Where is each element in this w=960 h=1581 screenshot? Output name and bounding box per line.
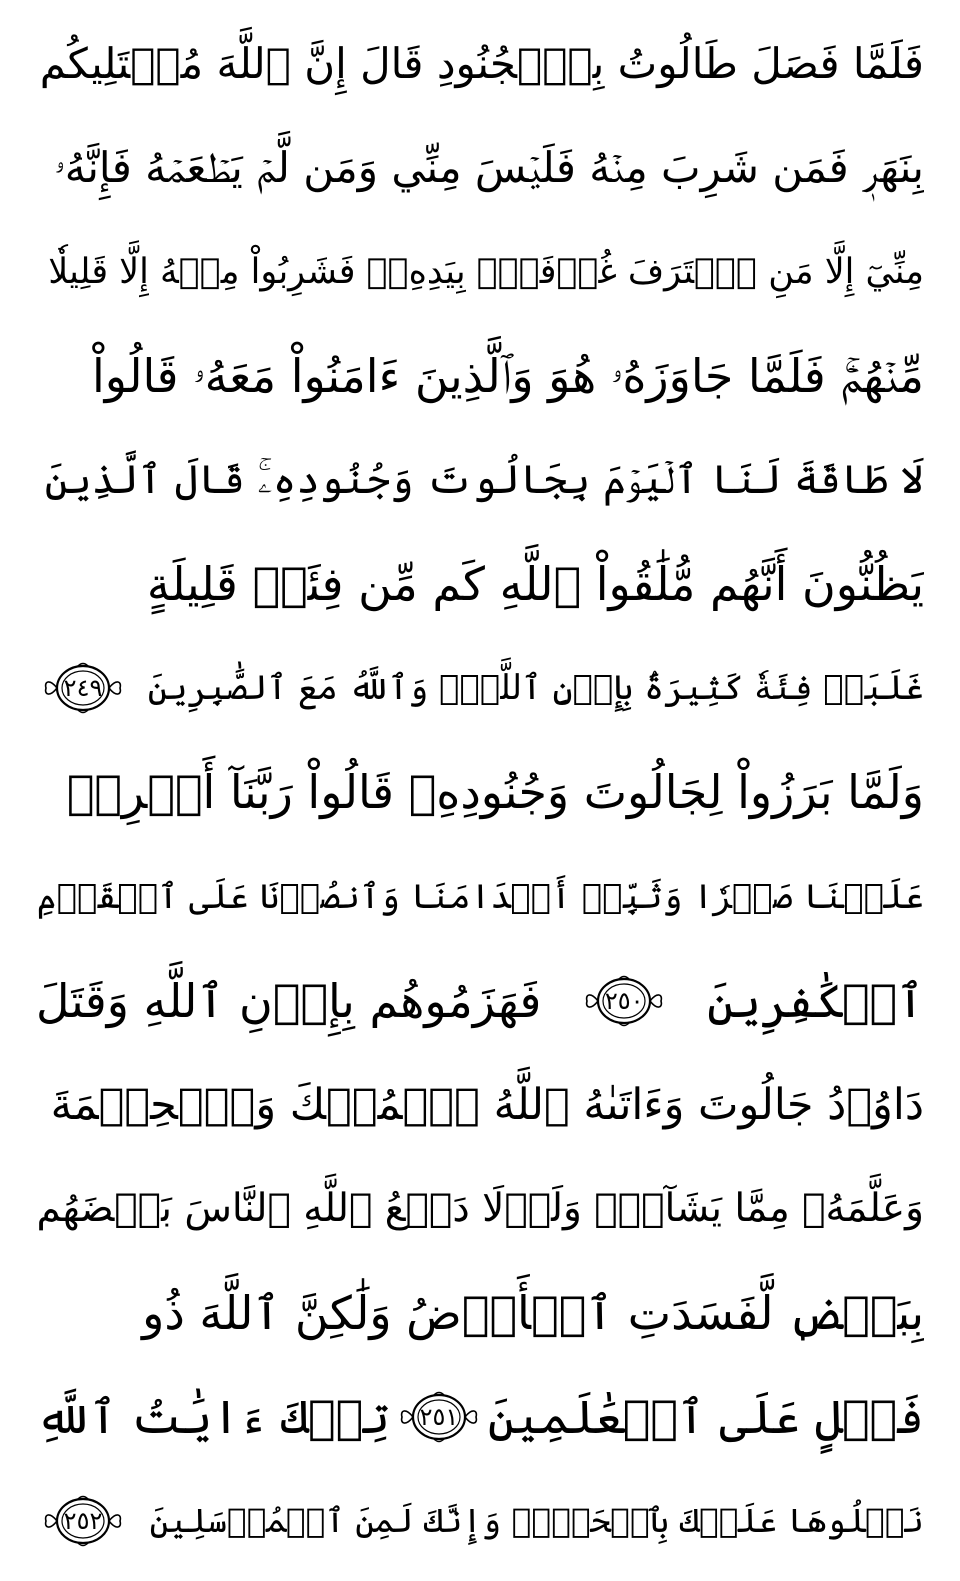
verse-line xyxy=(36,124,924,212)
ayah-number: ٢٥٢ xyxy=(63,1506,103,1535)
verse-line xyxy=(36,644,924,732)
verse-text: فَضۡلٍ عَلَى ٱلۡعَٰلَمِينَ xyxy=(487,1389,924,1444)
verse-text: غَلَبَتۡ فِئَةٗ كَثِيرَةَۢ بِإِذۡنِ ٱللَّهِۗ وَٱللَّهُ مَعَ ٱلصَّٰبِرِينَ xyxy=(147,668,924,709)
verse-text: وَعَلَّمَهُۥ مِمَّا يَشَآءُۗ وَلَوۡلَا دَفۡعُ ٱللَّهِ ٱلنَّاسَ بَعۡضَهُم xyxy=(36,1185,924,1231)
verse-text: نَتۡلُوهَا عَلَيۡكَ بِٱلۡحَقِّۚ وَإِنَّكَ لَمِنَ ٱلۡمُرۡسَلِينَ xyxy=(149,1500,924,1540)
verse-line xyxy=(36,957,924,1045)
ayah-number: ٢٤٩ xyxy=(63,674,103,703)
verse-line xyxy=(36,436,924,524)
verse-line xyxy=(36,20,924,108)
verse-lines xyxy=(36,20,924,1565)
verse-line xyxy=(36,332,924,420)
verse-line xyxy=(36,853,924,941)
verse-line xyxy=(36,1373,924,1461)
verse-text: تِلۡكَ ءَايَٰتُ ٱللَّهِ xyxy=(36,1389,390,1444)
verse-text: لَا طَاقَةَ لَنَا ٱلۡيَوۡمَ بِجَالُوتَ وَجُنُودِهِۦۚ قَالَ ٱلَّذِينَ xyxy=(44,457,924,504)
verse-text: فَلَمَّا فَصَلَ طَالُوتُ بِٱلۡجُنُودِ قَالَ إِنَّ ٱللَّهَ مُبۡتَلِيكُم xyxy=(39,39,924,88)
ayah-end-marker xyxy=(583,974,665,1028)
verse-text: بِبَعۡضٖ لَّفَسَدَتِ ٱلۡأَرۡضُ وَلَٰكِنَّ ٱللَّهَ ذُو xyxy=(142,1285,924,1340)
verse-text: مِنِّيٓ إِلَّا مَنِ ٱغۡتَرَفَ غُرۡفَةَۢ بِيَدِهِۦۚ فَشَرِبُواْ مِنۡهُ إِلَّا قَلِيلٗا xyxy=(48,252,924,293)
verse-text: يَظُنُّونَ أَنَّهُم مُّلَٰقُواْ ٱللَّهِ كَم مِّن فِئَةٖ قَلِيلَةٍ xyxy=(146,557,924,612)
verse-line xyxy=(36,1269,924,1357)
verse-text: فَهَزَمُوهُم بِإِذۡنِ ٱللَّهِ وَقَتَلَ xyxy=(36,973,542,1028)
ayah-number: ٢٥١ xyxy=(419,1402,459,1431)
verse-text: وَلَمَّا بَرَزُواْ لِجَالُوتَ وَجُنُودِهِۦ قَالُواْ رَبَّنَآ أَفۡرِغۡ xyxy=(66,765,924,820)
ayah-end-marker xyxy=(398,1390,480,1444)
verse-line xyxy=(36,1477,924,1565)
ayah-end-marker xyxy=(42,661,124,715)
ayah-end-marker xyxy=(42,1494,124,1548)
verse-text: بِنَهَرٖ فَمَن شَرِبَ مِنۡهُ فَلَيۡسَ مِنِّي وَمَن لَّمۡ يَطۡعَمۡهُ فَإِنَّهُۥ xyxy=(54,143,924,193)
verse-line xyxy=(36,748,924,836)
verse-text: ٱلۡكَٰفِرِينَ xyxy=(707,973,924,1028)
verse-line xyxy=(36,228,924,316)
verse-text: دَاوُۥدُ جَالُوتَ وَءَاتَىٰهُ ٱللَّهُ ٱلۡمُلۡكَ وَٱلۡحِكۡمَةَ xyxy=(50,1079,924,1130)
verse-text: مِّنۡهُمۡۚ فَلَمَّا جَاوَزَهُۥ هُوَ وَٱلَّذِينَ ءَامَنُواْ مَعَهُۥ قَالُواْ xyxy=(91,349,924,404)
verse-line xyxy=(36,1061,924,1149)
ayah-number: ٢٥٠ xyxy=(604,986,644,1015)
verse-line xyxy=(36,1165,924,1253)
verse-line xyxy=(36,540,924,628)
verse-text: عَلَيۡنَا صَبۡرٗا وَثَبِّتۡ أَقۡدَامَنَا وَٱنصُرۡنَا عَلَى ٱلۡقَوۡمِ xyxy=(36,876,924,917)
